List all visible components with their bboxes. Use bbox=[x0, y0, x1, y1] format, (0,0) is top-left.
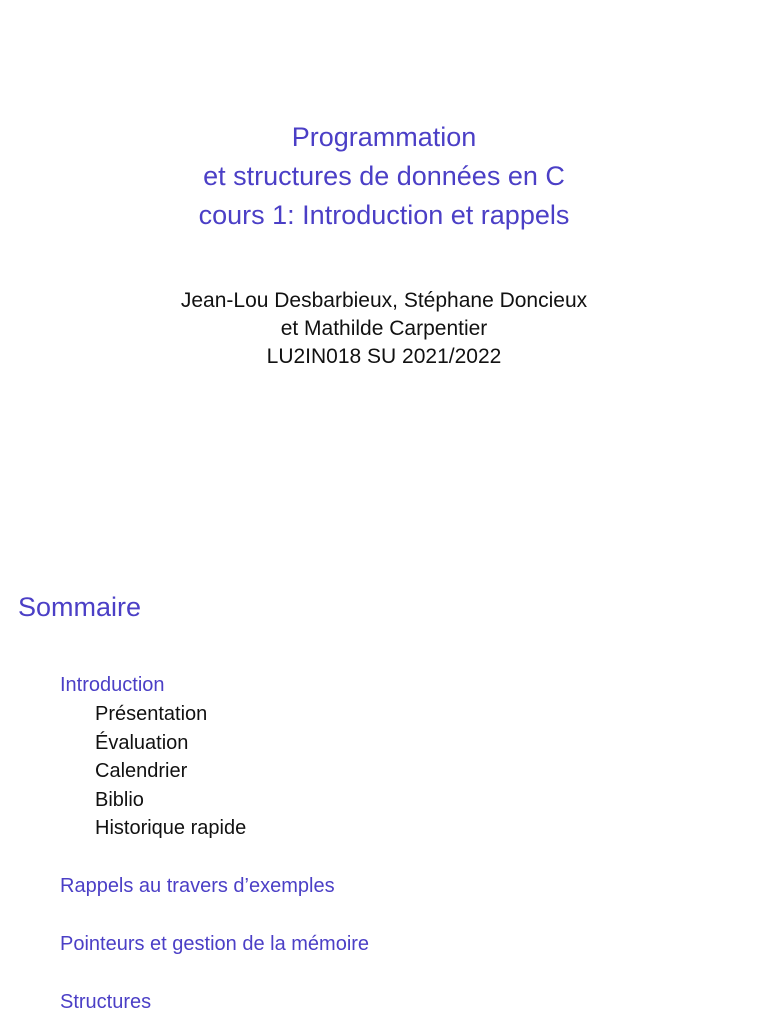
toc-section-pointeurs[interactable]: Pointeurs et gestion de la mémoire bbox=[60, 933, 370, 955]
toc-subitem-calendrier[interactable]: Calendrier bbox=[95, 760, 188, 782]
toc-subitem-biblio[interactable]: Biblio bbox=[95, 789, 144, 811]
authors-line: Jean-Lou Desbarbieux, Stéphane Doncieux bbox=[180, 289, 588, 312]
authors-line: et Mathilde Carpentier bbox=[280, 317, 488, 340]
slide-title-line: cours 1: Introduction et rappels bbox=[198, 200, 570, 230]
slide-authors bbox=[0, 287, 768, 371]
slide-title-line: et structures de données en C bbox=[203, 161, 565, 191]
toc-section-structures[interactable]: Structures bbox=[60, 991, 152, 1013]
toc-section-introduction[interactable]: Introduction bbox=[60, 674, 165, 696]
toc-subitem-historique[interactable]: Historique rapide bbox=[95, 817, 247, 839]
slide-title-line: Programmation bbox=[291, 122, 477, 152]
toc-heading: Sommaire bbox=[18, 592, 142, 622]
slide-title bbox=[0, 118, 768, 235]
toc-subitem-presentation[interactable]: Présentation bbox=[95, 703, 208, 725]
toc-section-rappels[interactable]: Rappels au travers d’exemples bbox=[60, 875, 335, 897]
toc-subitem-evaluation[interactable]: Évaluation bbox=[95, 732, 189, 754]
course-code-line: LU2IN018 SU 2021/2022 bbox=[266, 345, 502, 368]
